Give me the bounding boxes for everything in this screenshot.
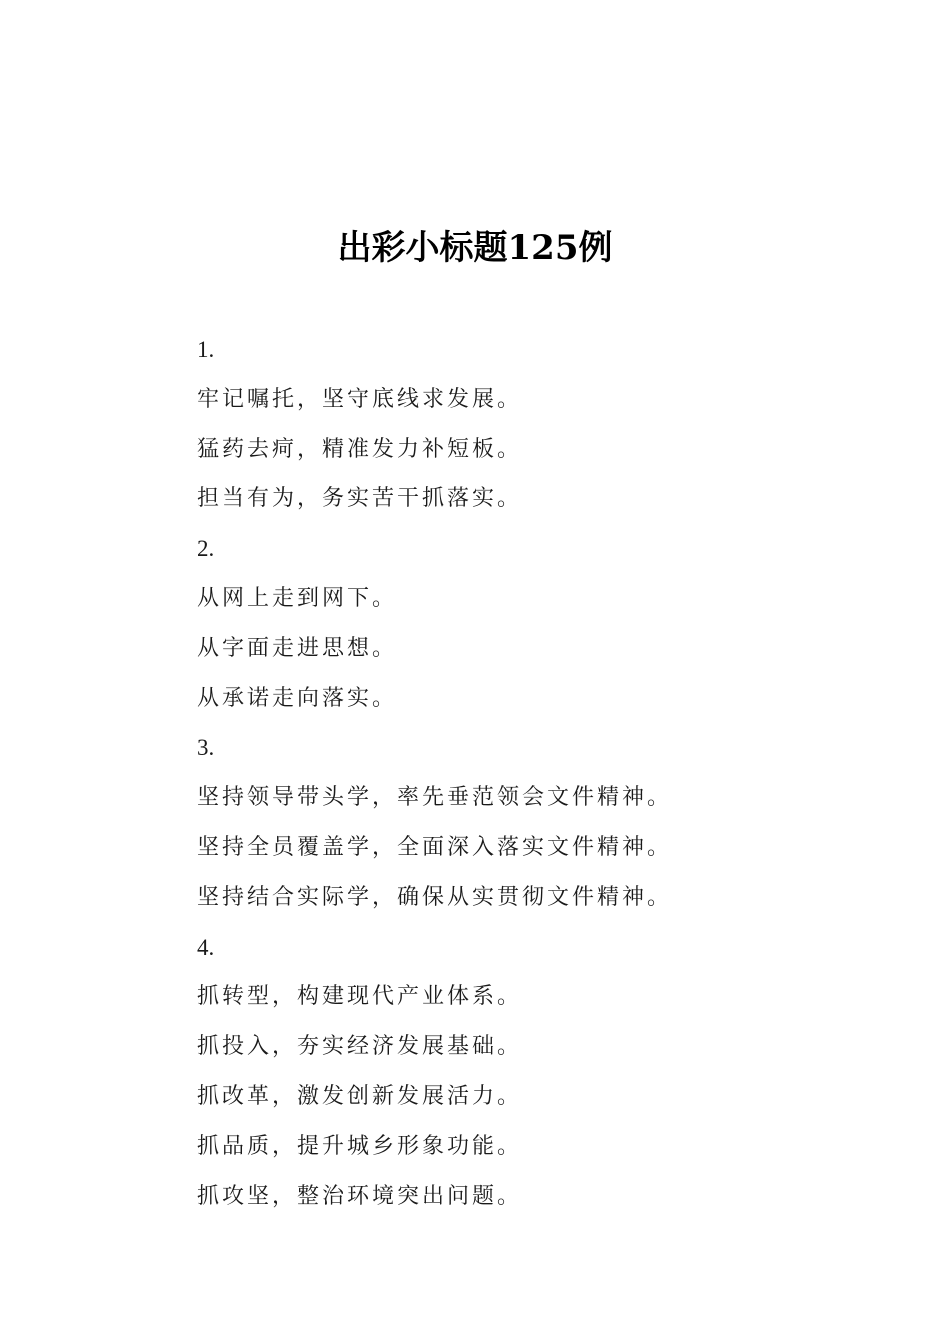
section-line: 从字面走进思想。: [197, 635, 398, 661]
section-line: 牢记嘱托，坚守底线求发展。: [197, 386, 523, 412]
section-line: 抓改革，激发创新发展活力。: [197, 1083, 523, 1109]
document-body: [197, 325, 837, 1221]
section-line: 从网上走到网下。: [197, 585, 398, 611]
section-line: 坚持领导带头学，率先垂范领会文件精神。: [197, 785, 673, 811]
section-number: 2.: [197, 536, 215, 562]
section-line: 坚持结合实际学，确保从实贯彻文件精神。: [197, 884, 673, 910]
section-line: 抓攻坚，整治环境突出问题。: [197, 1183, 523, 1209]
section-line: 抓投入，夯实经济发展基础。: [197, 1034, 523, 1060]
section-line: 担当有为，务实苦干抓落实。: [197, 486, 523, 512]
document-title: 出彩小标题125例: [337, 228, 613, 268]
section-line: 抓品质，提升城乡形象功能。: [197, 1133, 523, 1159]
section-line: 坚持全员覆盖学，全面深入落实文件精神。: [197, 834, 673, 860]
section-line: 抓转型，构建现代产业体系。: [197, 984, 523, 1010]
section-number: 3.: [197, 735, 215, 761]
section-number: 4.: [197, 934, 215, 960]
section-line: 从承诺走向落实。: [197, 685, 398, 711]
section-number: 1.: [197, 337, 215, 362]
section-line: 猛药去疴，精准发力补短板。: [197, 436, 523, 462]
